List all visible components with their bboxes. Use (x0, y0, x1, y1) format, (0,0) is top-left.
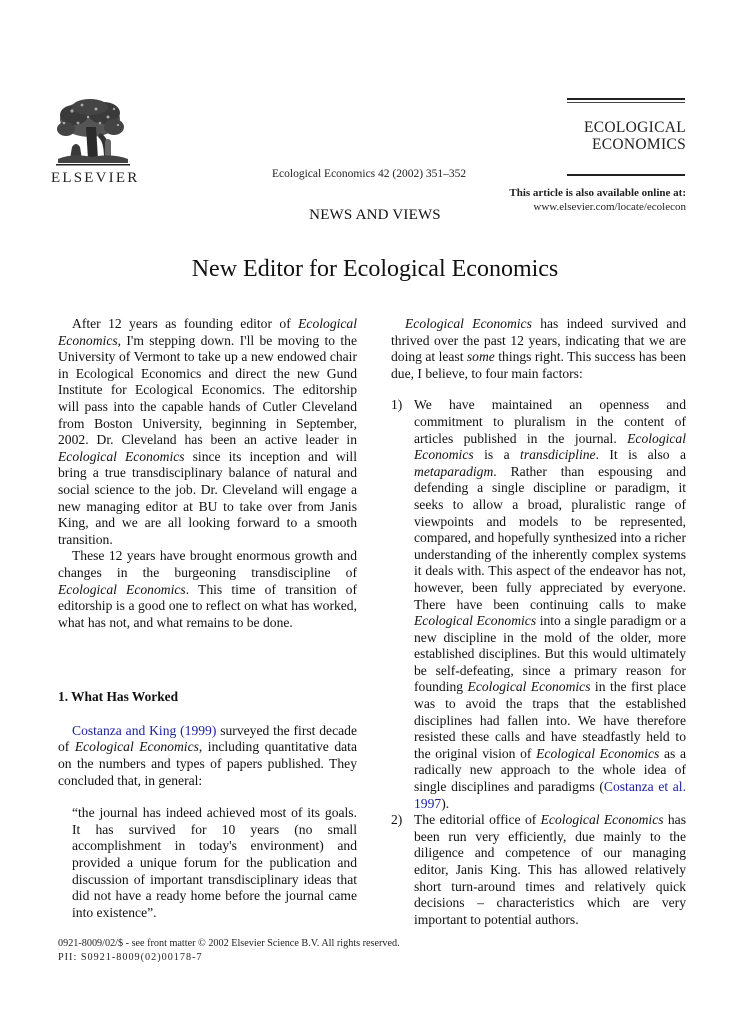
online-url-link[interactable]: www.elsevier.com/locate/ecolecon (533, 201, 686, 213)
copyright-notice: 0921-8009/02/$ - see front matter © 2002 Elsevier Science B.V. All rights reserved. (58, 938, 400, 949)
journal-title-line2: ECONOMICS (592, 136, 686, 153)
article-title: New Editor for Ecological Economics (191, 256, 559, 282)
journal-citation: Ecological Economics 42 (2002) 351–352 (272, 168, 467, 180)
section-type: NEWS AND VIEWS (309, 207, 441, 223)
list-number: 1) (391, 397, 403, 413)
section-heading: 1. What Has Worked (58, 689, 179, 705)
paragraph-growth: These 12 years have brought enormous growth and changes in the burgeoning transdiscipline of Ecological Economics. This time of transition of editorship is a good one to reflect on what has worked, what has not, and what remains to be done. (58, 548, 357, 630)
paragraph-survived: Ecological Economics has indeed survived and thrived over the past 12 years, indicating that we are doing at least some things right. This success has been due, I believe, to four main factors: (391, 316, 687, 381)
citation-link-costanza-1997[interactable]: Costanza et al. 1997 (414, 779, 686, 811)
right-column (391, 316, 686, 942)
list-number: 2) (391, 812, 403, 828)
factors-list (391, 397, 686, 928)
paragraph-survey: Costanza and King (1999) surveyed the first decade of Ecological Economics, including quantitative data on the numbers and types of papers published. They concluded that, in general: (58, 722, 357, 788)
left-column (58, 316, 357, 921)
journal-title-line1: ECOLOGICAL (583, 119, 686, 136)
journal-title (548, 119, 686, 153)
pii-identifier: PII: S0921-8009(02)00178-7 (58, 952, 203, 963)
online-label: This article is also available online at: (509, 187, 686, 199)
list-item: 2) The editorial office of Ecological Economics has been run very efficiently, due mainly to the diligence and competence of our managing editor, Janis King. This has allowed relatively short turn-around times and relatively quick decisions – characteristics which are very important to potential authors. (391, 812, 686, 927)
paragraph-intro: After 12 years as founding editor of Ecological Economics, I'm stepping down. I'll be moving to the University of Vermont to take up a new endowed chair in Ecological Economics and direct the new Gund Institute for Ecological Economics. The editorship will pass into the capable hands of Cutler Cleveland from Boston University, beginning in September, 2002. Dr. Cleveland has been an active leader in Ecological Economics since its inception and will bring a true transdisciplinary balance of natural and social science to the job. Dr. Cleveland will engage a new managing editor at BU to take over from Janis King, and we are all looking forward to a smooth transition. (58, 316, 357, 547)
publisher-name: ELSEVIER (51, 170, 140, 186)
citation-link-costanza-king-1999[interactable]: Costanza and King (1999) (72, 722, 217, 738)
page-footer (58, 937, 400, 965)
header-rule-bottom (567, 174, 685, 176)
header-rule-top (567, 98, 685, 103)
list-item: 1) We have maintained an openness and commitment to pluralism in the content of articles published in the journal. Ecological Economics is a transdicipline. It is also a metaparadigm. Rather than espousing and defending a single discipline or paradigm, it seeks to allow a broad, pluralistic range of viewpoints and models to be represented, compared, and hopefully synthesized into a richer understanding of the inherently complex systems it deals with. This aspect of the endeavor has not, however, been fully appreciated by everyone. There have been continuing calls to make Ecological Economics into a single paradigm or a new discipline in the mold of the older, more established disciplines. But this would ultimately be self-defeating, since a primary reason for founding Ecological Economics in the first place was to avoid the traps that the established disciplines had fallen into. We have therefore resisted these calls and have steadfastly held to the original vision of Ecological Economics as a radically new approach to the whole idea of single disciplines and paradigms (Costanza et al. 1997). (391, 397, 686, 811)
block-quote: “the journal has indeed achieved most of its goals. It has survived for 10 years (no small accomplishment in today's environment) and provided a unique forum for the publication and discussion of important transdisciplinary ideas that did not have a ready home before the journal came into existence”. (72, 805, 357, 920)
